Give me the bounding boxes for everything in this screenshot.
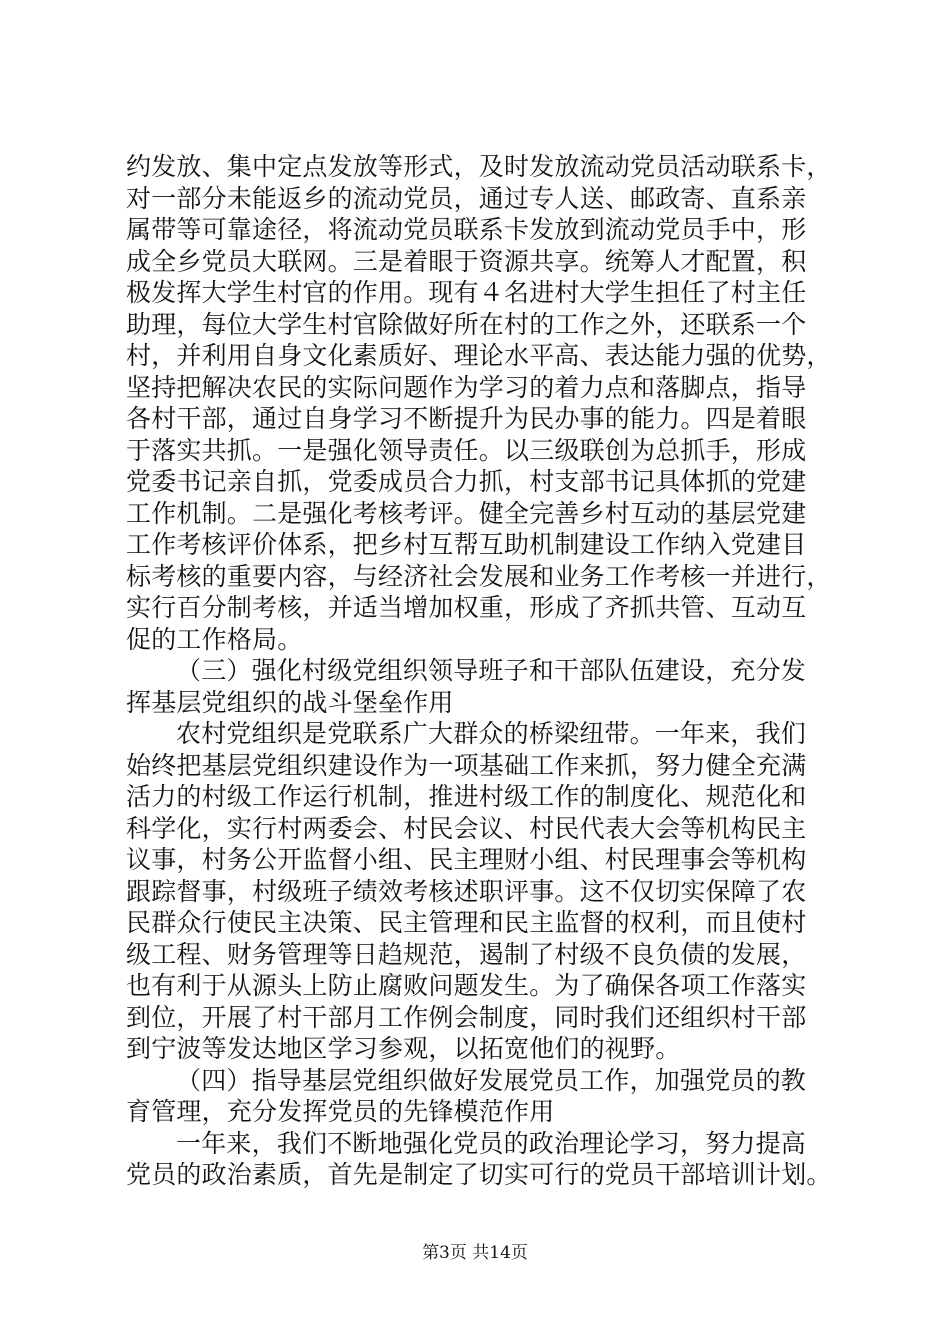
text-line: 活力的村级工作运行机制，推进村级工作的制度化、规范化和 [126, 782, 807, 811]
text-line: 工作考核评价体系，把乡村互帮互助机制建设工作纳入党建目 [126, 530, 807, 559]
paragraph-section-3 [126, 718, 831, 1065]
section-heading-4 [126, 1065, 831, 1128]
paragraph-continued [126, 151, 831, 655]
text-line: 级工程、财务管理等日趋规范，遏制了村级不良负债的发展， [126, 939, 807, 969]
text-line: 民群众行使民主决策、民主管理和民主监督的权利，而且使村 [126, 908, 807, 937]
text-line: 到位，开展了村干部月工作例会制度，同时我们还组织村干部 [126, 1002, 807, 1032]
text-line: 工作机制。二是强化考核考评。健全完善乡村互动的基层党建 [126, 498, 807, 528]
text-line: 农村党组织是党联系广大群众的桥梁纽带。一年来，我们 [176, 719, 807, 748]
text-line: 属带等可靠途径，将流动党员联系卡发放到流动党员手中，形 [126, 215, 807, 244]
page-number-footer: 第3页 共14页 [422, 1243, 528, 1263]
text-line: 坚持把解决农民的实际问题作为学习的着力点和落脚点，指导 [126, 372, 807, 402]
text-line: 党员的政治素质，首先是制定了切实可行的党员干部培训计划。 [126, 1160, 832, 1189]
text-line: 村，并利用自身文化素质好、理论水平高、表达能力强的优势， [126, 341, 832, 370]
text-line: 也有利于从源头上防止腐败问题发生。为了确保各项工作落实 [126, 971, 807, 1000]
text-line: 到宁波等发达地区学习参观，以拓宽他们的视野。 [126, 1034, 681, 1063]
text-line: 实行百分制考核，并适当增加权重，形成了齐抓共管、互动互 [126, 593, 807, 622]
text-line: 议事，村务公开监督小组、民主理财小组、村民理事会等机构 [126, 845, 807, 874]
paragraph-section-4 [126, 1128, 831, 1191]
text-line: 于落实共抓。一是强化领导责任。以三级联创为总抓手，形成 [126, 435, 807, 465]
text-line: 始终把基层党组织建设作为一项基础工作来抓，努力健全充满 [126, 750, 807, 780]
document-body [126, 151, 831, 1191]
heading-line: （三）强化村级党组织领导班子和干部队伍建设，充分发 [176, 656, 807, 685]
text-line: 一年来，我们不断地强化党员的政治理论学习，努力提高 [176, 1128, 807, 1158]
text-line: 约发放、集中定点发放等形式，及时发放流动党员活动联系卡， [126, 152, 832, 181]
text-line: 标考核的重要内容，与经济社会发展和业务工作考核一并进行， [126, 561, 832, 591]
text-line: 成全乡党员大联网。三是着眼于资源共享。统筹人才配置，积 [126, 246, 807, 276]
heading-line: 挥基层党组织的战斗堡垒作用 [126, 687, 454, 717]
text-line: 各村干部，通过自身学习不断提升为民办事的能力。四是着眼 [126, 404, 807, 433]
text-line: 科学化，实行村两委会、村民会议、村民代表大会等机构民主 [126, 813, 807, 843]
text-line: 极发挥大学生村官的作用。现有４名进村大学生担任了村主任 [126, 278, 807, 307]
heading-line: 育管理，充分发挥党员的先锋模范作用 [126, 1097, 555, 1126]
text-line: 党委书记亲自抓，党委成员合力抓，村支部书记具体抓的党建 [126, 467, 807, 496]
section-heading-3 [126, 655, 831, 718]
text-line: 助理，每位大学生村官除做好所在村的工作之外，还联系一个 [126, 309, 807, 339]
heading-line: （四）指导基层党组织做好发展党员工作，加强党员的教 [176, 1065, 807, 1095]
text-line: 对一部分未能返乡的流动党员，通过专人送、邮政寄、直系亲 [126, 183, 807, 213]
text-line: 促的工作格局。 [126, 624, 303, 654]
text-line: 跟踪督事，村级班子绩效考核述职评事。这不仅切实保障了农 [126, 876, 807, 906]
